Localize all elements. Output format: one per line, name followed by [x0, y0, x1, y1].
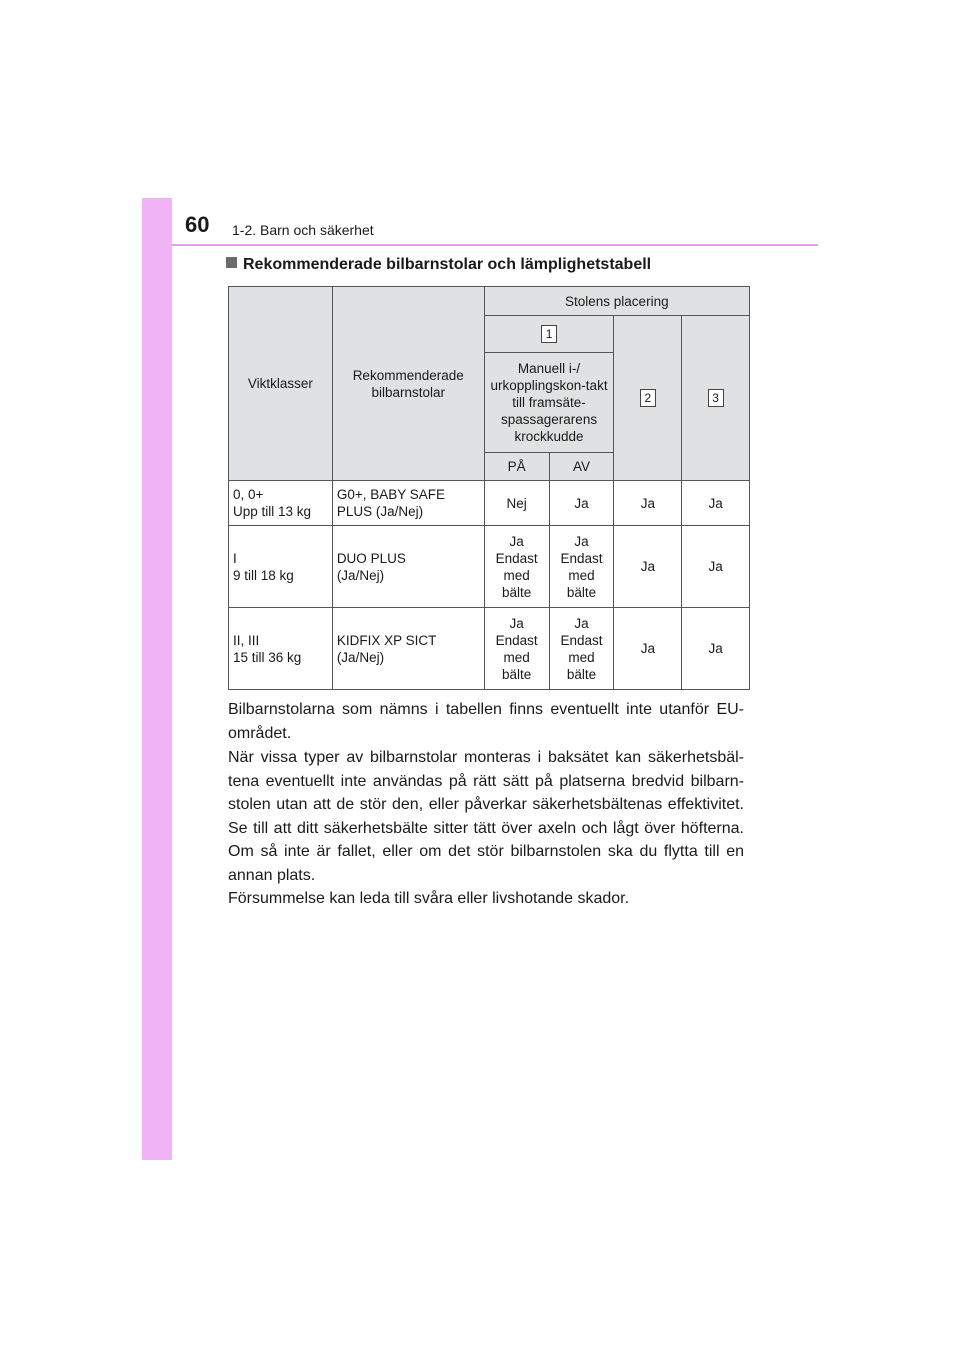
header-airbag-off: AV	[549, 453, 614, 481]
section-title: 1-2. Barn och säkerhet	[232, 222, 374, 238]
cell-airbag-off: Ja Endast med bälte	[549, 526, 614, 608]
table-row	[229, 481, 750, 526]
cell-seat: KIDFIX XP SICT (Ja/Nej)	[332, 608, 484, 690]
cell-airbag-off: Ja Endast med bälte	[549, 608, 614, 690]
header-recommended-seats: Rekommenderade bilbarnstolar	[332, 287, 484, 481]
cell-position-3: Ja	[682, 481, 750, 526]
cell-airbag-off: Ja	[549, 481, 614, 526]
paragraph-warning: Försummelse kan leda till svåra eller livshotande skador.	[228, 890, 630, 907]
header-color-tab	[142, 198, 172, 244]
cell-airbag-on: Nej	[484, 481, 549, 526]
side-color-band	[142, 198, 172, 1160]
cell-seat: G0+, BABY SAFE PLUS (Ja/Nej)	[332, 481, 484, 526]
cell-weight: I 9 till 18 kg	[229, 526, 333, 608]
page-number: 60	[185, 212, 210, 237]
section-heading-text: Rekommenderade bilbarnstolar och lämplighetstabell	[243, 256, 652, 273]
paragraph-eu-availability: Bilbarnstolarna som nämns i tabellen finns eventuellt inte utanför EU-området.	[228, 701, 744, 742]
header-rule	[172, 244, 818, 246]
table-row	[229, 608, 750, 690]
position-1-badge: 1	[541, 325, 557, 343]
cell-airbag-on: Ja Endast med bälte	[484, 526, 549, 608]
cell-weight: II, III 15 till 36 kg	[229, 608, 333, 690]
section-heading	[226, 256, 651, 274]
header-position-3	[682, 316, 750, 481]
position-3-badge: 3	[708, 389, 724, 407]
cell-position-2: Ja	[614, 526, 682, 608]
table-row	[229, 526, 750, 608]
cell-position-3: Ja	[682, 526, 750, 608]
cell-weight: 0, 0+ Upp till 13 kg	[229, 481, 333, 526]
paragraph-seatbelt-instructions: När vissa typer av bilbarnstolar monteras i baksätet kan säkerhetsbäl-tena eventuellt inte användas på rätt sätt på platserna bredvid bilbarn-stolen utan att de stör den, eller påverkar säkerhetsbältenas effektivitet. Se till att ditt säkerhetsbälte sitter tätt över axeln och lågt över höfterna. Om så inte är fallet, eller om det stör bilbarnstolen ska du flytta till en annan plats.	[228, 749, 744, 884]
child-seat-compatibility-table	[228, 286, 750, 690]
header-weight-class: Viktklasser	[229, 287, 333, 481]
cell-airbag-on: Ja Endast med bälte	[484, 608, 549, 690]
cell-position-2: Ja	[614, 481, 682, 526]
cell-position-3: Ja	[682, 608, 750, 690]
cell-seat: DUO PLUS (Ja/Nej)	[332, 526, 484, 608]
bullet-square-icon	[226, 257, 237, 268]
header-position-1	[484, 316, 614, 353]
header-airbag-on: PÅ	[484, 453, 549, 481]
header-airbag-switch: Manuell i-/ urkopplingskon-takt till framsäte-spassagerarens krockkudde	[484, 353, 614, 453]
cell-position-2: Ja	[614, 608, 682, 690]
header-seat-position: Stolens placering	[484, 287, 749, 316]
header-position-2	[614, 316, 682, 481]
position-2-badge: 2	[640, 389, 656, 407]
